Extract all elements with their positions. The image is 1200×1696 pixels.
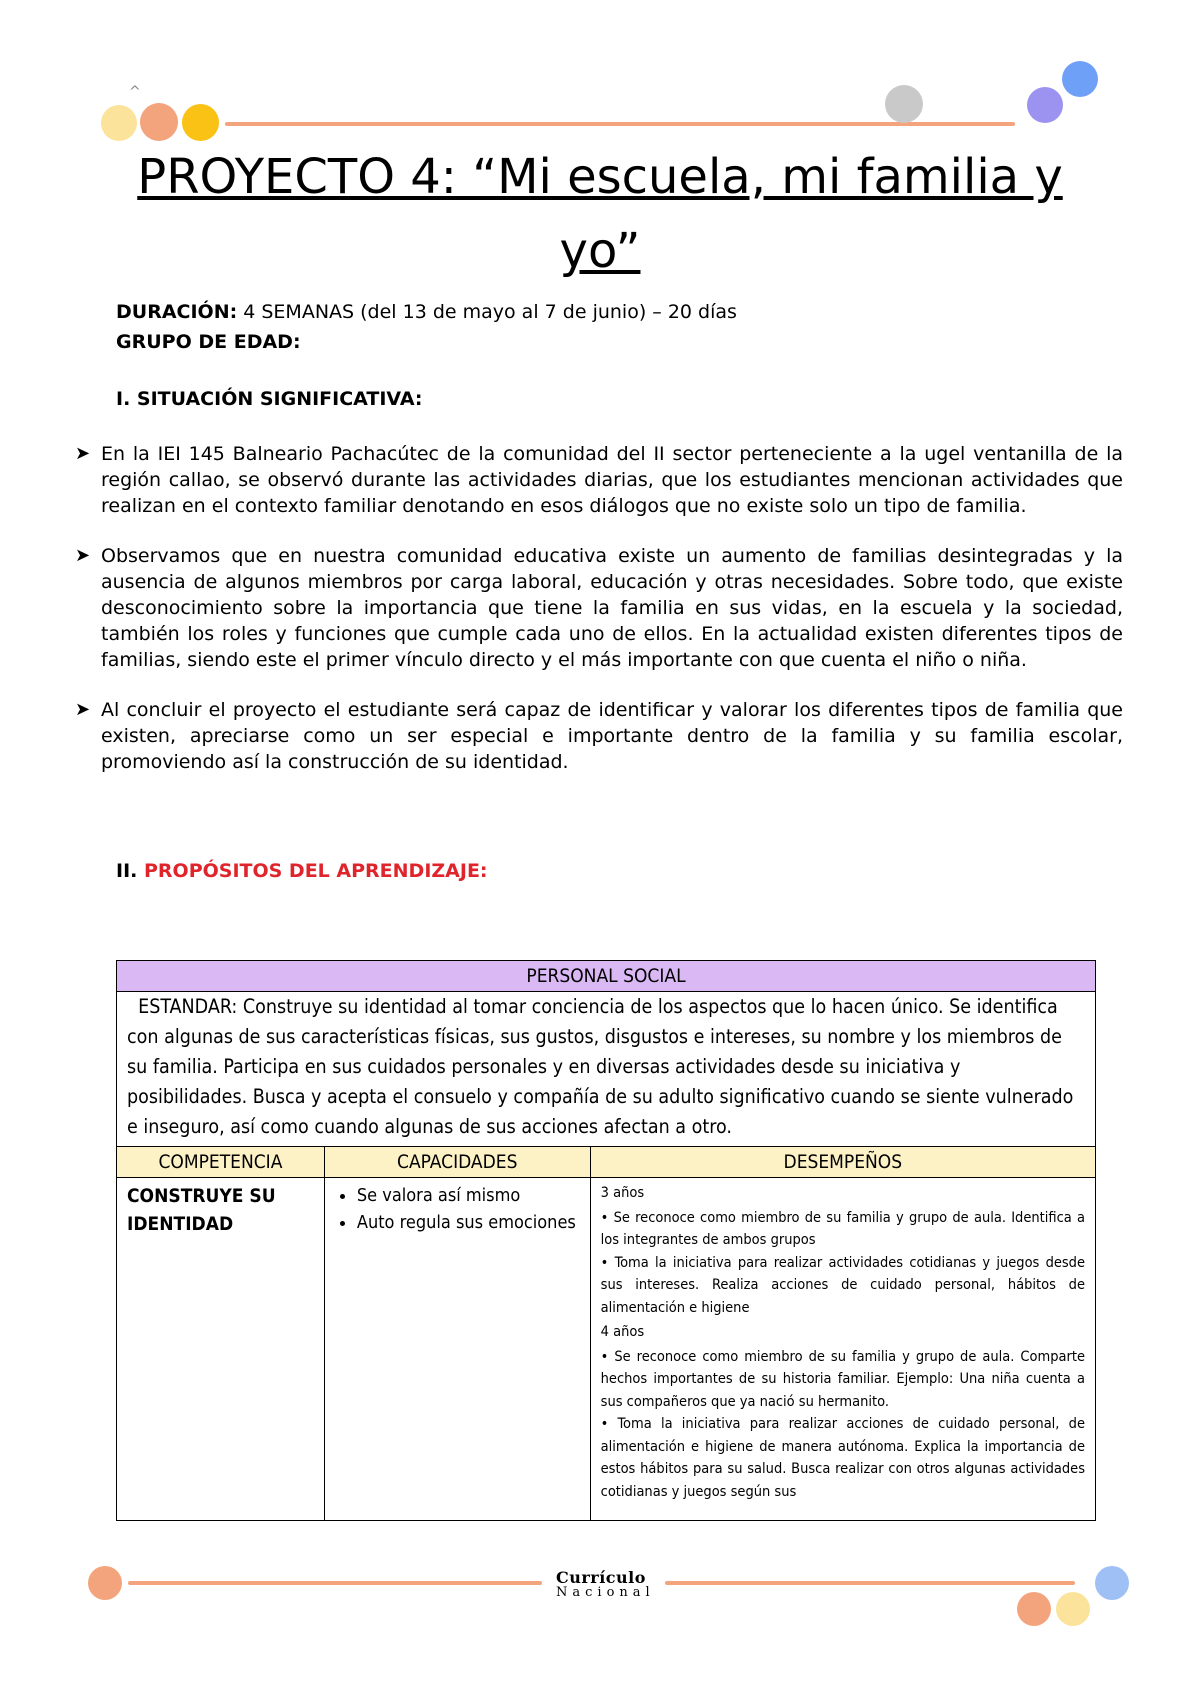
learning-purposes-table bbox=[116, 960, 1096, 1521]
list-item: • Auto regula sus emociones bbox=[357, 1209, 580, 1236]
age-label: 4 años bbox=[600, 1324, 645, 1340]
bullet-item: ➤ En la IEI 145 Balneario Pachacútec de la comunidad del II sector perteneciente a la ugel ventanilla de la región callao, se observó durante las actividades diarias, que los estudiantes mencionan actividades que realizan en el contexto familiar denotando en esos diálogos que no existe solo un tipo de familia. bbox=[75, 443, 1123, 517]
capacidades-cell bbox=[324, 1178, 590, 1521]
desempeno-item: • Toma la iniciativa para realizar actividades cotidianas y juegos desde sus intereses. Realiza acciones de cuidado personal, hábitos de alimentación e higiene bbox=[600, 1254, 1085, 1316]
gray-dot-icon bbox=[885, 85, 923, 123]
area-header: PERSONAL SOCIAL bbox=[117, 961, 1096, 992]
age-label: 3 años bbox=[600, 1185, 645, 1201]
blue-dot-icon bbox=[1095, 1566, 1129, 1600]
footer-line-left bbox=[128, 1581, 542, 1585]
bullet-item: ➤ Al concluir el proyecto el estudiante será capaz de identificar y valorar los diferentes tipos de familia que existen, apreciarse como un ser especial e importante dentro de la familia y su familia escolar, promoviendo así la construcción de su identidad. bbox=[75, 699, 1123, 773]
bullet-item: ➤ Observamos que en nuestra comunidad educativa existe un aumento de familias desintegradas y la ausencia de algunos miembros por carga laboral, educación y otras necesidades. Sobre todo, que existe desconocimiento sobre la importancia que tiene la familia en sus vidas, en la escuela y la sociedad, también los roles y funciones que cumple cada uno de ellos. En la actualidad existen diferentes tipos de familias, siendo este el primer vínculo directo y el más importante con que cuenta el niño o niña. bbox=[75, 545, 1123, 671]
page-title: PROYECTO 4: “Mi escuela, mi familia y yo” bbox=[137, 149, 1063, 279]
section-2-heading: II. PROPÓSITOS DEL APRENDIZAJE: bbox=[116, 860, 488, 882]
header-line bbox=[225, 122, 1015, 126]
blue-dot-icon bbox=[1062, 61, 1098, 97]
gold-dot-icon bbox=[182, 104, 219, 141]
desempeno-item: • Se reconoce como miembro de su familia y grupo de aula. Identifica a los integrantes de ambos grupos bbox=[600, 1209, 1085, 1248]
desempeno-item: • Toma la iniciativa para realizar acciones de cuidado personal, de alimentación e higiene de manera autónoma. Explica la importancia de estos hábitos para su salud. Busca realizar con otros algunas actividades cotidianas y juegos según sus bbox=[600, 1416, 1085, 1500]
competencia-cell: CONSTRUYE SU IDENTIDAD bbox=[117, 1178, 325, 1521]
arrowhead-bullet-icon: ➤ bbox=[75, 443, 91, 464]
arrowhead-bullet-icon: ➤ bbox=[75, 699, 91, 720]
age-group-line bbox=[116, 328, 301, 356]
duration-line bbox=[116, 298, 737, 326]
column-header-desempenos: DESEMPEÑOS bbox=[590, 1147, 1095, 1178]
yellow-dot-icon bbox=[101, 105, 137, 141]
orange-dot-icon bbox=[88, 1566, 122, 1600]
desempenos-cell bbox=[590, 1178, 1095, 1521]
list-item: • Se valora así mismo bbox=[357, 1182, 580, 1209]
duration-label: DURACIÓN: bbox=[116, 301, 238, 323]
orange-dot-icon bbox=[140, 103, 178, 141]
table-row bbox=[117, 1178, 1096, 1521]
age-group-label: GRUPO DE EDAD: bbox=[116, 331, 301, 353]
standard-text: ESTANDAR: Construye su identidad al tomar conciencia de los aspectos que lo hacen único. Se identifica con algunas de sus características físicas, sus gustos, disgustos e intereses, su nombre y los miembros de su familia. Participa en sus cuidados personales y en diversas actividades desde su iniciativa y posibilidades. Busca y acepta el consuelo y compañía de su adulto significativo cuando se siente vulnerado e inseguro, así como cuando algunas de sus acciones afectan a otro. bbox=[117, 992, 1096, 1147]
footer-line-right bbox=[665, 1581, 1075, 1585]
arrowhead-bullet-icon: ➤ bbox=[75, 545, 91, 566]
orange-dot-icon bbox=[1017, 1592, 1051, 1626]
section-1-heading: I. SITUACIÓN SIGNIFICATIVA: bbox=[116, 388, 423, 410]
lavender-dot-icon bbox=[1027, 87, 1063, 123]
column-header-capacidades: CAPACIDADES bbox=[324, 1147, 590, 1178]
duration-value: 4 SEMANAS (del 13 de mayo al 7 de junio) – 20 días bbox=[237, 301, 737, 323]
situation-bullets bbox=[75, 441, 1123, 799]
caret-mark: ^ bbox=[129, 84, 141, 100]
yellow-dot-icon bbox=[1056, 1592, 1090, 1626]
curriculo-nacional-logo: Currículo Nacional bbox=[556, 1568, 655, 1600]
column-header-competencia: COMPETENCIA bbox=[117, 1147, 325, 1178]
desempeno-item: • Se reconoce como miembro de su familia y grupo de aula. Comparte hechos importantes de su historia familiar. Ejemplo: Una niña cuenta a sus compañeros que ya nació su hermanito. bbox=[600, 1348, 1085, 1410]
